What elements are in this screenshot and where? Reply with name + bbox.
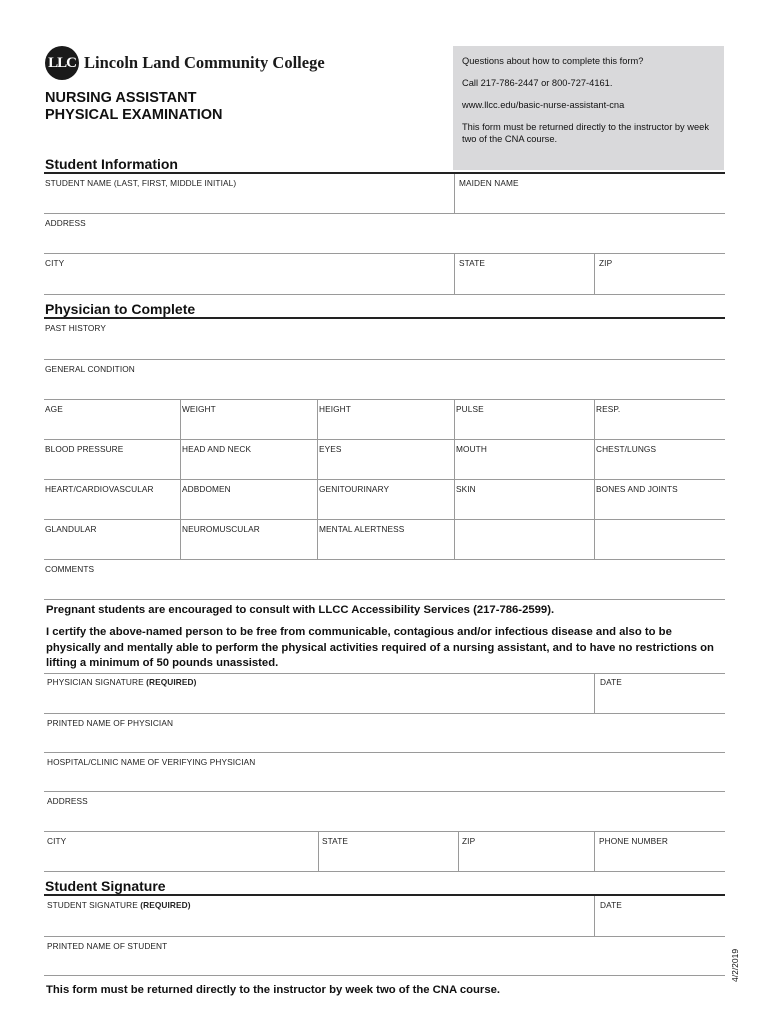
state-label: STATE xyxy=(322,836,349,846)
exam-label: HEART/CARDIOVASCULAR xyxy=(45,484,154,494)
exam-field-bones-and-joints[interactable] xyxy=(595,480,725,520)
info-return-note: This form must be returned directly to the instructor by week two of the CNA course. xyxy=(462,122,709,144)
exam-label: MOUTH xyxy=(456,444,487,454)
student-name-label: STUDENT NAME (LAST, FIRST, MIDDLE INITIAL) xyxy=(45,178,237,188)
divider xyxy=(594,520,595,560)
logo-mark-icon: LLC xyxy=(45,46,79,80)
exam-field-blood-pressure[interactable] xyxy=(44,440,181,480)
city-label: CITY xyxy=(45,258,65,268)
required-marker: (REQUIRED) xyxy=(146,677,197,687)
divider xyxy=(317,520,318,560)
info-call: Call 217-786-2447 or 800-727-4161. xyxy=(462,78,613,88)
info-url: www.llcc.edu/basic-nurse-assistant-cna xyxy=(462,100,625,110)
exam-field-weight[interactable] xyxy=(181,400,318,440)
phone-label: PHONE NUMBER xyxy=(599,836,668,846)
physician-printed-name-field[interactable] xyxy=(44,714,725,753)
divider xyxy=(317,480,318,520)
zip-label: ZIP xyxy=(599,258,613,268)
divider xyxy=(454,400,455,440)
exam-field-resp[interactable] xyxy=(595,400,725,440)
exam-field-head-and-neck[interactable] xyxy=(181,440,318,480)
student-signature-heading: Student Signature xyxy=(45,878,166,894)
exam-field-chest-lungs[interactable] xyxy=(595,440,725,480)
revision-date: 4/2/2019 xyxy=(730,948,740,982)
exam-field-adbdomen[interactable] xyxy=(181,480,318,520)
divider xyxy=(454,520,455,560)
exam-field-glandular[interactable] xyxy=(44,520,181,560)
exam-label: EYES xyxy=(319,444,342,454)
exam-label: BONES AND JOINTS xyxy=(596,484,678,494)
hospital-label: HOSPITAL/CLINIC NAME OF VERIFYING PHYSICIAN xyxy=(47,757,256,767)
pregnant-statement: Pregnant students are encouraged to consult with LLCC Accessibility Services (217-786-2599). xyxy=(46,604,555,616)
exam-label: CHEST/LUNGS xyxy=(596,444,657,454)
general-condition-label: GENERAL CONDITION xyxy=(45,364,135,374)
exam-label: BLOOD PRESSURE xyxy=(45,444,124,454)
hospital-clinic-field[interactable] xyxy=(44,753,725,792)
date-label: DATE xyxy=(600,900,622,910)
exam-label: GLANDULAR xyxy=(45,524,97,534)
student-address-field[interactable] xyxy=(44,214,725,254)
exam-label: SKIN xyxy=(456,484,476,494)
exam-label: HEAD AND NECK xyxy=(182,444,252,454)
exam-label: PULSE xyxy=(456,404,484,414)
student-city-field[interactable] xyxy=(44,254,454,295)
info-box xyxy=(453,46,724,170)
past-history-field[interactable] xyxy=(44,319,725,360)
info-question: Questions about how to complete this form? xyxy=(462,56,644,66)
student-name-field[interactable] xyxy=(44,174,454,214)
exam-field-genitourinary[interactable] xyxy=(318,480,455,520)
physician-state-field[interactable] xyxy=(319,832,458,872)
student-signature-label xyxy=(47,900,191,910)
student-signature-field[interactable] xyxy=(44,896,594,937)
form-title xyxy=(45,90,223,124)
physician-signature-field[interactable] xyxy=(44,673,594,714)
maiden-name-field[interactable] xyxy=(455,174,725,214)
footer-note: This form must be returned directly to the instructor by week two of the CNA course. xyxy=(46,984,501,996)
divider xyxy=(317,400,318,440)
maiden-name-label: MAIDEN NAME xyxy=(459,178,519,188)
exam-label: AGE xyxy=(45,404,63,414)
student-info-heading: Student Information xyxy=(45,156,178,172)
exam-label: WEIGHT xyxy=(182,404,216,414)
exam-label: GENITOURINARY xyxy=(319,484,390,494)
student-state-field[interactable] xyxy=(455,254,594,295)
exam-field-age[interactable] xyxy=(44,400,181,440)
past-history-label: PAST HISTORY xyxy=(45,323,106,333)
physician-date-field[interactable] xyxy=(595,673,725,714)
college-logo xyxy=(45,46,325,80)
address-label: ADDRESS xyxy=(47,796,88,806)
exam-field-heart-cardiovascular[interactable] xyxy=(44,480,181,520)
comments-field[interactable] xyxy=(44,560,725,600)
state-label: STATE xyxy=(459,258,486,268)
exam-field-pulse[interactable] xyxy=(455,400,594,440)
exam-field-mouth[interactable] xyxy=(455,440,594,480)
exam-field-blank xyxy=(595,520,725,560)
student-printed-name-field[interactable] xyxy=(44,937,725,976)
address-label: ADDRESS xyxy=(45,218,86,228)
divider xyxy=(594,400,595,440)
exam-label: ADBDOMEN xyxy=(182,484,231,494)
exam-field-skin[interactable] xyxy=(455,480,594,520)
divider xyxy=(454,480,455,520)
exam-label: NEUROMUSCULAR xyxy=(182,524,260,534)
student-date-field[interactable] xyxy=(595,896,725,937)
student-signature-text: STUDENT SIGNATURE xyxy=(47,900,138,910)
physician-address-field[interactable] xyxy=(44,792,725,832)
printed-name-label: PRINTED NAME OF PHYSICIAN xyxy=(47,718,174,728)
printed-name-label: PRINTED NAME OF STUDENT xyxy=(47,941,168,951)
divider xyxy=(180,400,181,440)
exam-label: MENTAL ALERTNESS xyxy=(319,524,405,534)
exam-field-eyes[interactable] xyxy=(318,440,455,480)
city-label: CITY xyxy=(47,836,67,846)
exam-label: HEIGHT xyxy=(319,404,351,414)
physician-signature-label xyxy=(47,677,196,687)
certify-statement: I certify the above-named person to be free from communicable, contagious and/or infectious disease and also to be physically and mentally able to perform the physical activities required of a nursing assistant, and to have no restrictions on lifting a minimum of 50 pounds unassisted. xyxy=(46,626,714,669)
title-line-1: NURSING ASSISTANT xyxy=(45,90,197,106)
title-line-2: PHYSICAL EXAMINATION xyxy=(45,107,223,123)
comments-label: COMMENTS xyxy=(45,564,95,574)
general-condition-field[interactable] xyxy=(44,360,725,400)
date-label: DATE xyxy=(600,677,622,687)
physician-heading: Physician to Complete xyxy=(45,301,196,317)
divider xyxy=(180,480,181,520)
exam-field-blank xyxy=(455,520,594,560)
exam-field-neuromuscular[interactable] xyxy=(181,520,318,560)
divider xyxy=(454,440,455,480)
exam-field-height[interactable] xyxy=(318,400,455,440)
divider xyxy=(180,440,181,480)
physician-signature-text: PHYSICIAN SIGNATURE xyxy=(47,677,144,687)
physician-zip-field[interactable] xyxy=(459,832,594,872)
physician-phone-field[interactable] xyxy=(595,832,725,872)
exam-field-mental-alertness[interactable] xyxy=(318,520,455,560)
divider xyxy=(317,440,318,480)
divider xyxy=(594,440,595,480)
exam-label: RESP. xyxy=(596,404,621,414)
divider xyxy=(594,480,595,520)
required-marker: (REQUIRED) xyxy=(140,900,191,910)
student-zip-field[interactable] xyxy=(595,254,725,295)
college-name: Lincoln Land Community College xyxy=(84,53,325,72)
zip-label: ZIP xyxy=(462,836,476,846)
divider xyxy=(180,520,181,560)
physician-city-field[interactable] xyxy=(44,832,318,872)
